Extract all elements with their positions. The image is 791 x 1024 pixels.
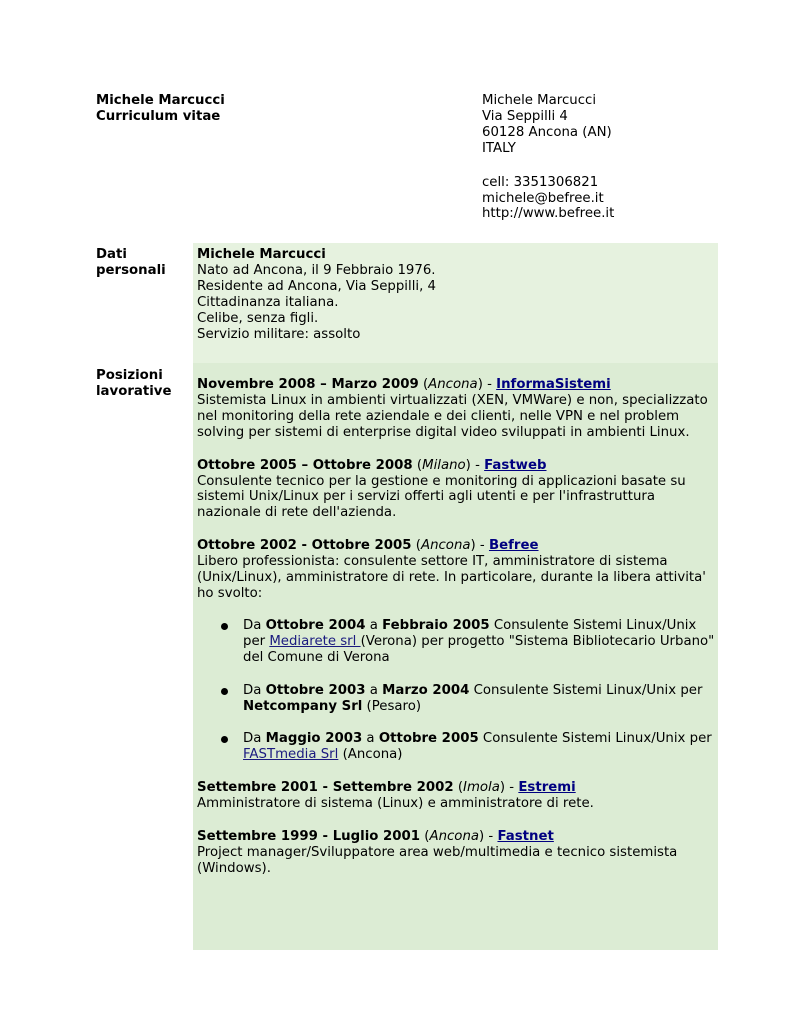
punct: ) - <box>470 538 489 554</box>
job-place: Ancona <box>429 829 480 845</box>
personal-name: Michele Marcucci <box>197 247 326 262</box>
job-period: Ottobre 2002 - Ottobre 2005 <box>197 538 412 554</box>
punct: ( <box>453 780 464 796</box>
personal-line: Residente ad Ancona, Via Seppilli, 4 <box>197 278 436 294</box>
engagement-detail: (Verona) per progetto "Sistema Bibliotecario Urbano" del Comune di Verona <box>243 633 715 665</box>
header-name: Michele Marcucci <box>96 93 225 108</box>
engagement-role: Consulente Sistemi Linux/Unix per <box>478 731 712 747</box>
punct: ( <box>418 377 429 392</box>
text: a <box>365 682 383 698</box>
engagement-role: Consulente Sistemi Linux/Unix per <box>243 617 697 649</box>
job-place: Milano <box>422 457 466 473</box>
bullet-icon <box>221 688 228 695</box>
text: a <box>362 731 379 747</box>
company-link[interactable]: Befree <box>488 538 539 554</box>
engagement-from: Ottobre 2004 <box>265 617 366 633</box>
job-entry <box>197 538 715 763</box>
document-title: Curriculum vitae <box>96 108 221 124</box>
company-link[interactable]: Fastweb <box>484 457 547 473</box>
job-place: Imola <box>463 780 500 796</box>
engagement-to: Febbraio 2005 <box>382 617 490 633</box>
job-heading <box>197 538 715 554</box>
client-name: Netcompany Srl <box>243 698 363 714</box>
client-link[interactable]: Mediarete srl <box>269 633 361 649</box>
text: Da <box>243 731 266 747</box>
engagement-to: Ottobre 2005 <box>378 731 479 747</box>
label-line: lavorative <box>96 383 172 399</box>
contact-country: ITALY <box>482 140 516 156</box>
job-period: Ottobre 2005 – Ottobre 2008 <box>197 457 413 473</box>
engagement-list <box>197 618 715 763</box>
contact-street: Via Seppilli 4 <box>482 108 568 124</box>
punct: ) - <box>479 829 498 845</box>
job-period: Settembre 1999 - Luglio 2001 <box>197 829 421 845</box>
punct: ) - <box>499 780 519 796</box>
label-line: Posizioni <box>96 368 163 383</box>
job-entry <box>197 377 715 441</box>
engagement-role: Consulente Sistemi Linux/Unix per <box>469 682 703 698</box>
label-line: personali <box>96 262 166 278</box>
contact-website[interactable]: http://www.befree.it <box>482 206 615 222</box>
header-left <box>96 93 225 125</box>
engagement-from: Ottobre 2003 <box>265 682 366 698</box>
personal-line: Celibe, senza figli. <box>197 310 319 326</box>
job-place: Ancona <box>428 377 478 392</box>
engagement-item <box>197 618 715 666</box>
job-heading <box>197 780 715 796</box>
contact-block <box>482 93 614 222</box>
personal-line: Nato ad Ancona, il 9 Febbraio 1976. <box>197 262 436 278</box>
punct: ( <box>411 538 421 554</box>
job-period: Novembre 2008 – Marzo 2009 <box>197 377 419 392</box>
engagement-item <box>197 683 715 715</box>
job-entry <box>197 458 715 522</box>
punct: ( <box>420 829 430 845</box>
section-label-personal <box>96 247 186 279</box>
contact-cell: cell: 3351306821 <box>482 174 599 190</box>
personal-details <box>197 247 712 342</box>
job-heading <box>197 829 715 845</box>
punct: ( <box>412 457 423 473</box>
job-entry <box>197 829 715 877</box>
section-label-work <box>96 368 186 400</box>
engagement-item <box>197 731 715 763</box>
job-description: Amministratore di sistema (Linux) e amministratore di rete. <box>197 796 594 812</box>
job-description: Sistemista Linux in ambienti virtualizzati (XEN, VMWare) e non, specializzato nel monitoring della rete aziendale e dei clienti, nelle VPN e nel problem solving per sistemi di enterprise digital video sviluppati in ambienti Linux. <box>197 392 708 440</box>
contact-email[interactable]: michele@befree.it <box>482 190 604 206</box>
text: a <box>365 617 383 633</box>
job-entry <box>197 780 715 812</box>
punct: ) - <box>465 457 485 473</box>
company-link[interactable]: Fastnet <box>497 829 554 845</box>
job-heading <box>197 458 715 474</box>
punct: ) - <box>477 377 497 392</box>
engagement-from: Maggio 2003 <box>265 731 363 747</box>
job-description: Project manager/Sviluppatore area web/multimedia e tecnico sistemista (Windows). <box>197 844 678 876</box>
bullet-icon <box>221 736 228 743</box>
text: Da <box>243 682 266 698</box>
client-link[interactable]: FASTmedia Srl <box>243 747 339 763</box>
job-place: Ancona <box>420 538 471 554</box>
text: Da <box>243 617 266 633</box>
bullet-icon <box>221 623 228 630</box>
job-heading <box>197 377 715 393</box>
engagement-to: Marzo 2004 <box>382 682 470 698</box>
personal-line: Cittadinanza italiana. <box>197 294 339 310</box>
job-description: Consulente tecnico per la gestione e monitoring di applicazioni basate su sistemi Unix/Linux per i servizi offerti agli utenti e per l'infrastruttura nazionale di rete dell'azienda. <box>197 473 686 521</box>
company-link[interactable]: InformaSistemi <box>496 377 611 392</box>
job-period: Settembre 2001 - Settembre 2002 <box>197 780 454 796</box>
job-description: Libero professionista: consulente settore IT, amministratore di sistema (Unix/Linux), amministratore di rete. In particolare, durante la libera attivita' ho svolto: <box>197 554 706 601</box>
engagement-detail: (Ancona) <box>338 747 403 763</box>
label-line: Dati <box>96 247 127 262</box>
work-history <box>197 377 715 894</box>
personal-line: Servizio militare: assolto <box>197 326 361 342</box>
company-link[interactable]: Estremi <box>518 780 576 796</box>
contact-city: 60128 Ancona (AN) <box>482 124 612 140</box>
contact-name: Michele Marcucci <box>482 93 597 108</box>
engagement-detail: (Pesaro) <box>362 698 422 714</box>
